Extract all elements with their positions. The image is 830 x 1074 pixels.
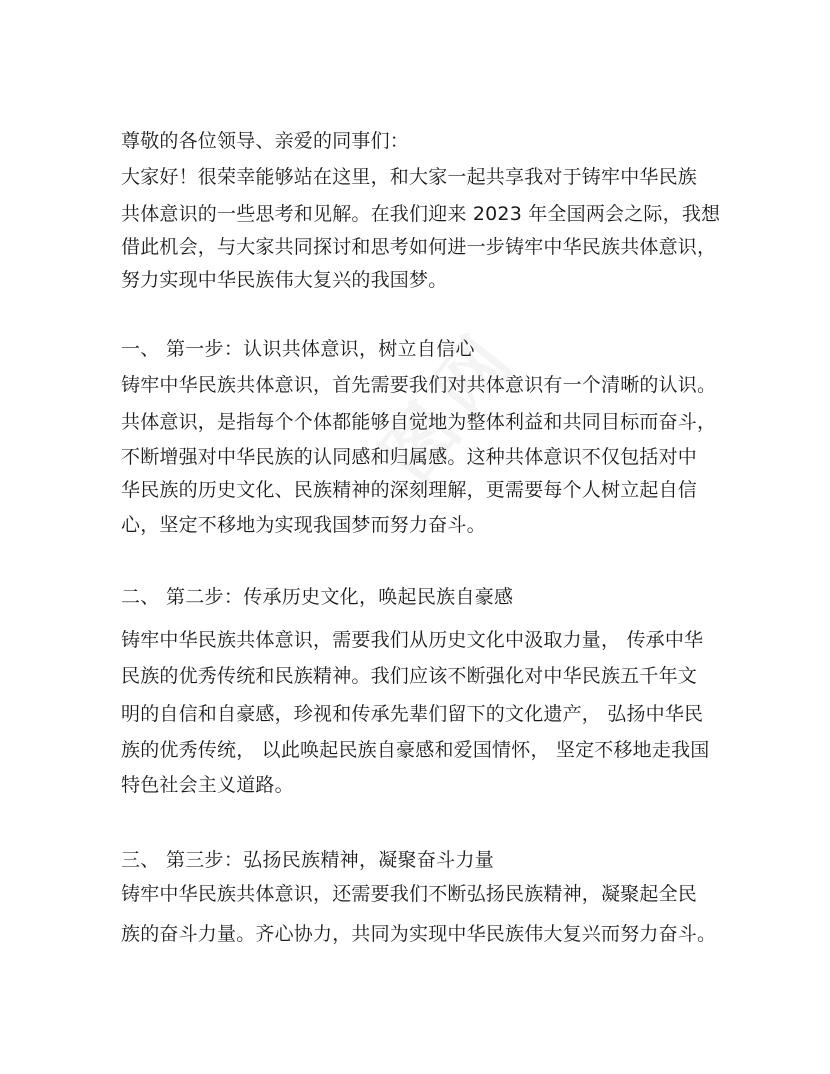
section-2-line-2: 民族的优秀传统和民族精神。我们应该不断强化对中华民族五千年文	[121, 665, 698, 687]
intro-line-4: 努力实现中华民族伟大复兴的我国梦。	[121, 269, 448, 291]
intro-line-2: 共体意识的一些思考和见解。在我们迎来 2023 年全国两会之际，我想	[121, 203, 721, 225]
section-1-line-1: 铸牢中华民族共体意识，首先需要我们对共体意识有一个清晰的认识。	[121, 374, 717, 396]
section-1-line-4: 华民族的历史文化、民族精神的深刻理解，更需要每个人树立起自信	[121, 479, 698, 501]
intro-line-3: 借此机会，与大家共同探讨和思考如何进一步铸牢中华民族共体意识，	[121, 236, 717, 258]
section-3-heading: 三、 第三步：弘扬民族精神，凝聚奋斗力量	[121, 849, 495, 871]
section-3-line-1: 铸牢中华民族共体意识，还需要我们不断弘扬民族精神，凝聚起全民	[121, 883, 698, 905]
section-1-line-2: 共体意识，是指每个个体都能够自觉地为整体利益和共同目标而奋斗，	[121, 411, 717, 433]
greeting: 尊敬的各位领导、亲爱的同事们：	[121, 130, 410, 152]
section-3-line-2: 族的奋斗力量。齐心协力，共同为实现中华民族伟大复兴而努力奋斗。	[121, 923, 717, 945]
section-2-line-4: 族的优秀传统， 以此唤起民族自豪感和爱国情怀， 坚定不移地走我国	[121, 739, 710, 761]
section-1-line-3: 不断增强对中华民族的认同感和归属感。这种共体意识不仅包括对中	[121, 446, 698, 468]
section-1-heading: 一、 第一步：认识共体意识，树立自信心	[121, 338, 475, 360]
section-2-line-1: 铸牢中华民族共体意识，需要我们从历史文化中汲取力量， 传承中华	[121, 629, 704, 651]
intro-line-1: 大家好！很荣幸能够站在这里，和大家一起共享我对于铸牢中华民族	[121, 166, 698, 188]
section-1-line-5: 心，坚定不移地为实现我国梦而努力奋斗。	[121, 514, 486, 536]
section-2-heading: 二、 第二步：传承历史文化，唤起民族自豪感	[121, 586, 514, 608]
section-2-line-5: 特色社会主义道路。	[121, 774, 294, 796]
watermark	[322, 259, 578, 551]
section-2-line-3: 明的自信和自豪感，珍视和传承先辈们留下的文化遗产， 弘扬中华民	[121, 703, 704, 725]
